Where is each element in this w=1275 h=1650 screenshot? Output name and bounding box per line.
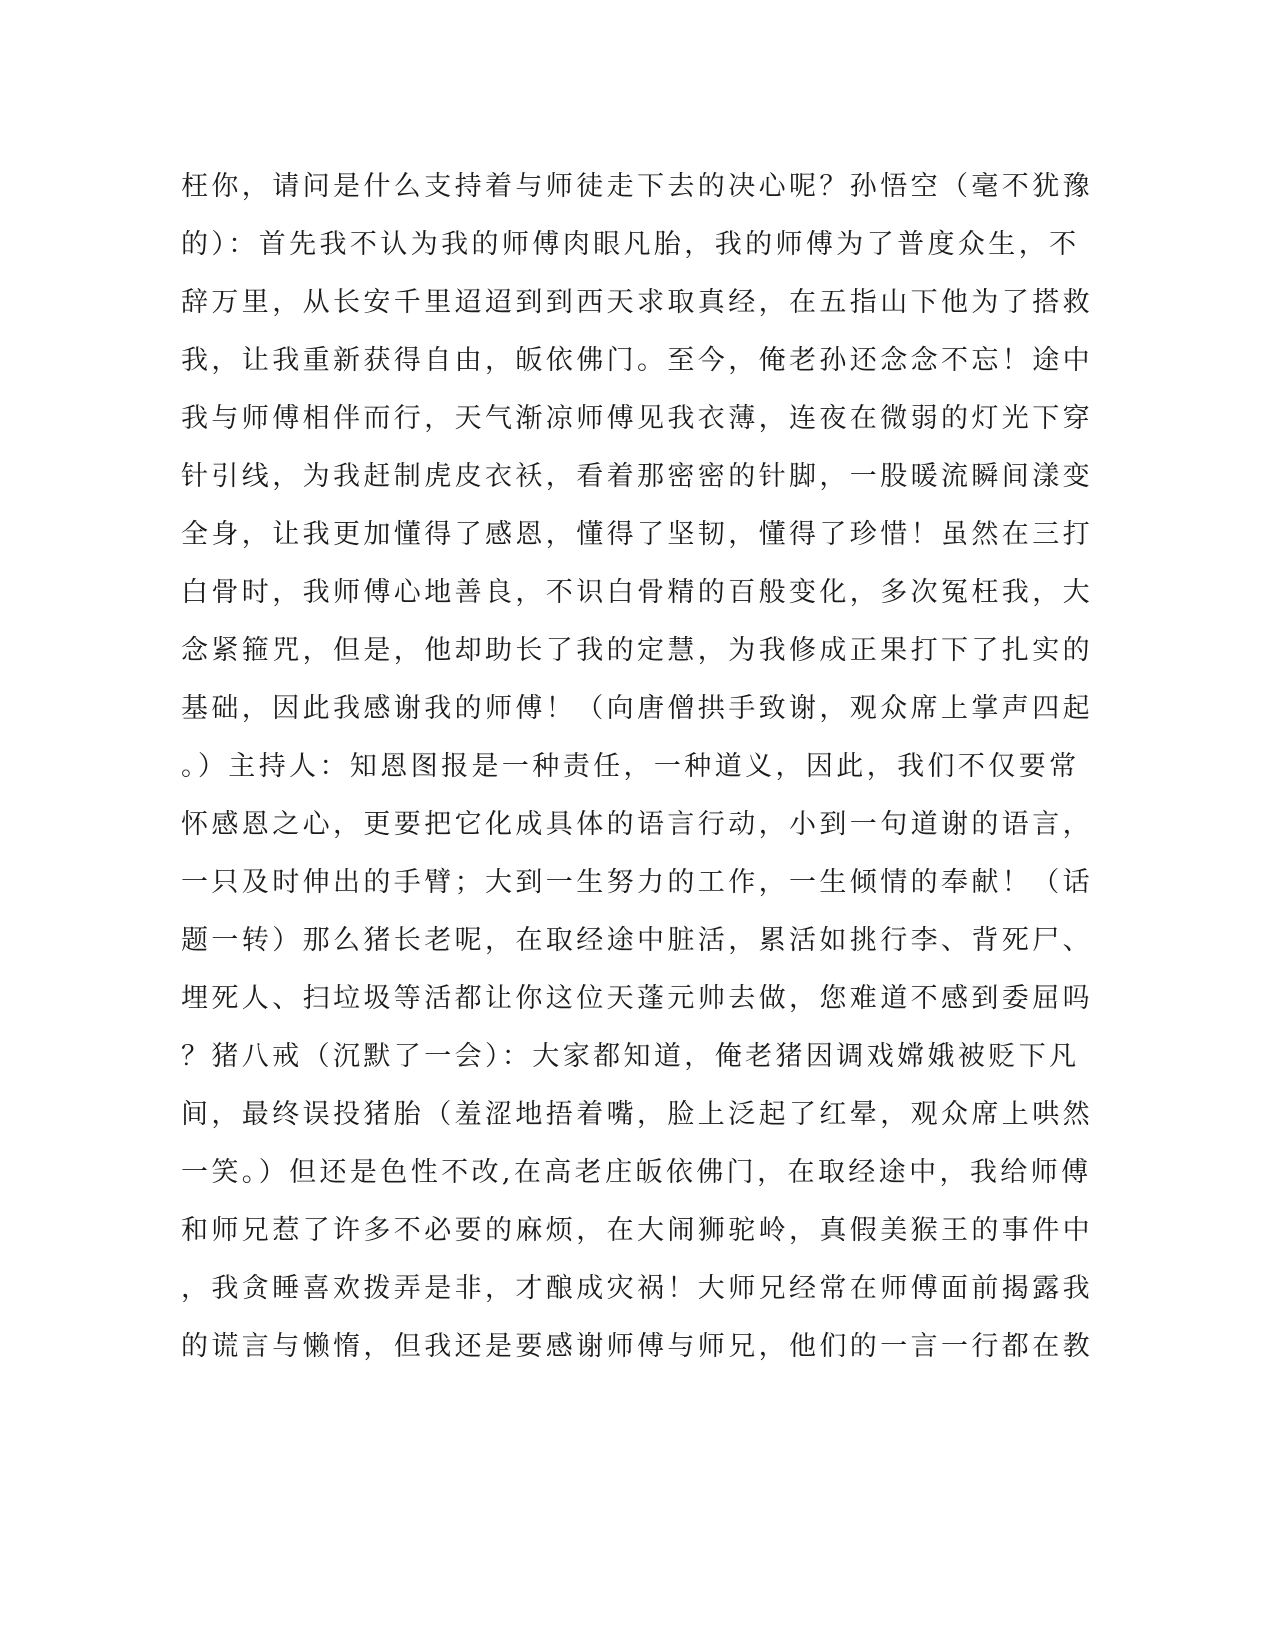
text-line: 枉你，请问是什么支持着与师徒走下去的决心呢？孙悟空（毫不犹豫 [181,171,1093,202]
text-line: 辞万里，从长安千里迢迢到到西天求取真经，在五指山下他为了搭救 [181,287,1093,318]
body-text [181,158,1093,1376]
text-line: 题一转）那么猪长老呢，在取经途中脏活，累活如挑行李、背死尸、 [181,925,1093,956]
text-line: 怀感恩之心，更要把它化成具体的语言行动，小到一句道谢的语言， [181,809,1093,840]
text-line: 一笑。）但还是色性不改,在高老庄皈依佛门，在取经途中，我给师傅 [181,1157,1092,1188]
text-line: 我与师傅相伴而行，天气渐凉师傅见我衣薄，连夜在微弱的灯光下穿 [181,403,1093,434]
text-line: 和师兄惹了许多不必要的麻烦，在大闹狮驼岭，真假美猴王的事件中 [181,1215,1093,1246]
text-line: 埋死人、扫垃圾等活都让你这位天蓬元帅去做，您难道不感到委屈吗 [181,983,1093,1014]
text-line: 一只及时伸出的手臂；大到一生努力的工作，一生倾情的奉献！（话 [181,867,1093,898]
text-line: 我，让我重新获得自由，皈依佛门。至今，俺老孙还念念不忘！途中 [181,345,1093,376]
text-line: 全身，让我更加懂得了感恩，懂得了坚韧，懂得了珍惜！虽然在三打 [181,519,1093,550]
text-line: ？猪八戒（沉默了一会）：大家都知道，俺老猪因调戏嫦娥被贬下凡 [181,1041,1080,1072]
text-line: ，我贪睡喜欢拨弄是非，才酿成灾祸！大师兄经常在师傅面前揭露我 [181,1273,1093,1304]
text-line: 。）主持人：知恩图报是一种责任，一种道义，因此，我们不仅要常 [181,751,1080,782]
text-line: 念紧箍咒，但是，他却助长了我的定慧，为我修成正果打下了扎实的 [181,635,1093,666]
text-line: 的）：首先我不认为我的师傅肉眼凡胎，我的师傅为了普度众生，不 [181,229,1080,260]
text-line: 间，最终误投猪胎（羞涩地捂着嘴，脸上泛起了红晕，观众席上哄然 [181,1099,1093,1130]
text-line: 的谎言与懒惰，但我还是要感谢师傅与师兄，他们的一言一行都在教 [181,1331,1093,1362]
text-line: 基础，因此我感谢我的师傅！（向唐僧拱手致谢，观众席上掌声四起 [181,693,1093,724]
text-line: 白骨时，我师傅心地善良，不识白骨精的百般变化，多次冤枉我，大 [181,577,1093,608]
text-line: 针引线，为我赶制虎皮衣袄，看着那密密的针脚，一股暖流瞬间漾变 [181,461,1093,492]
